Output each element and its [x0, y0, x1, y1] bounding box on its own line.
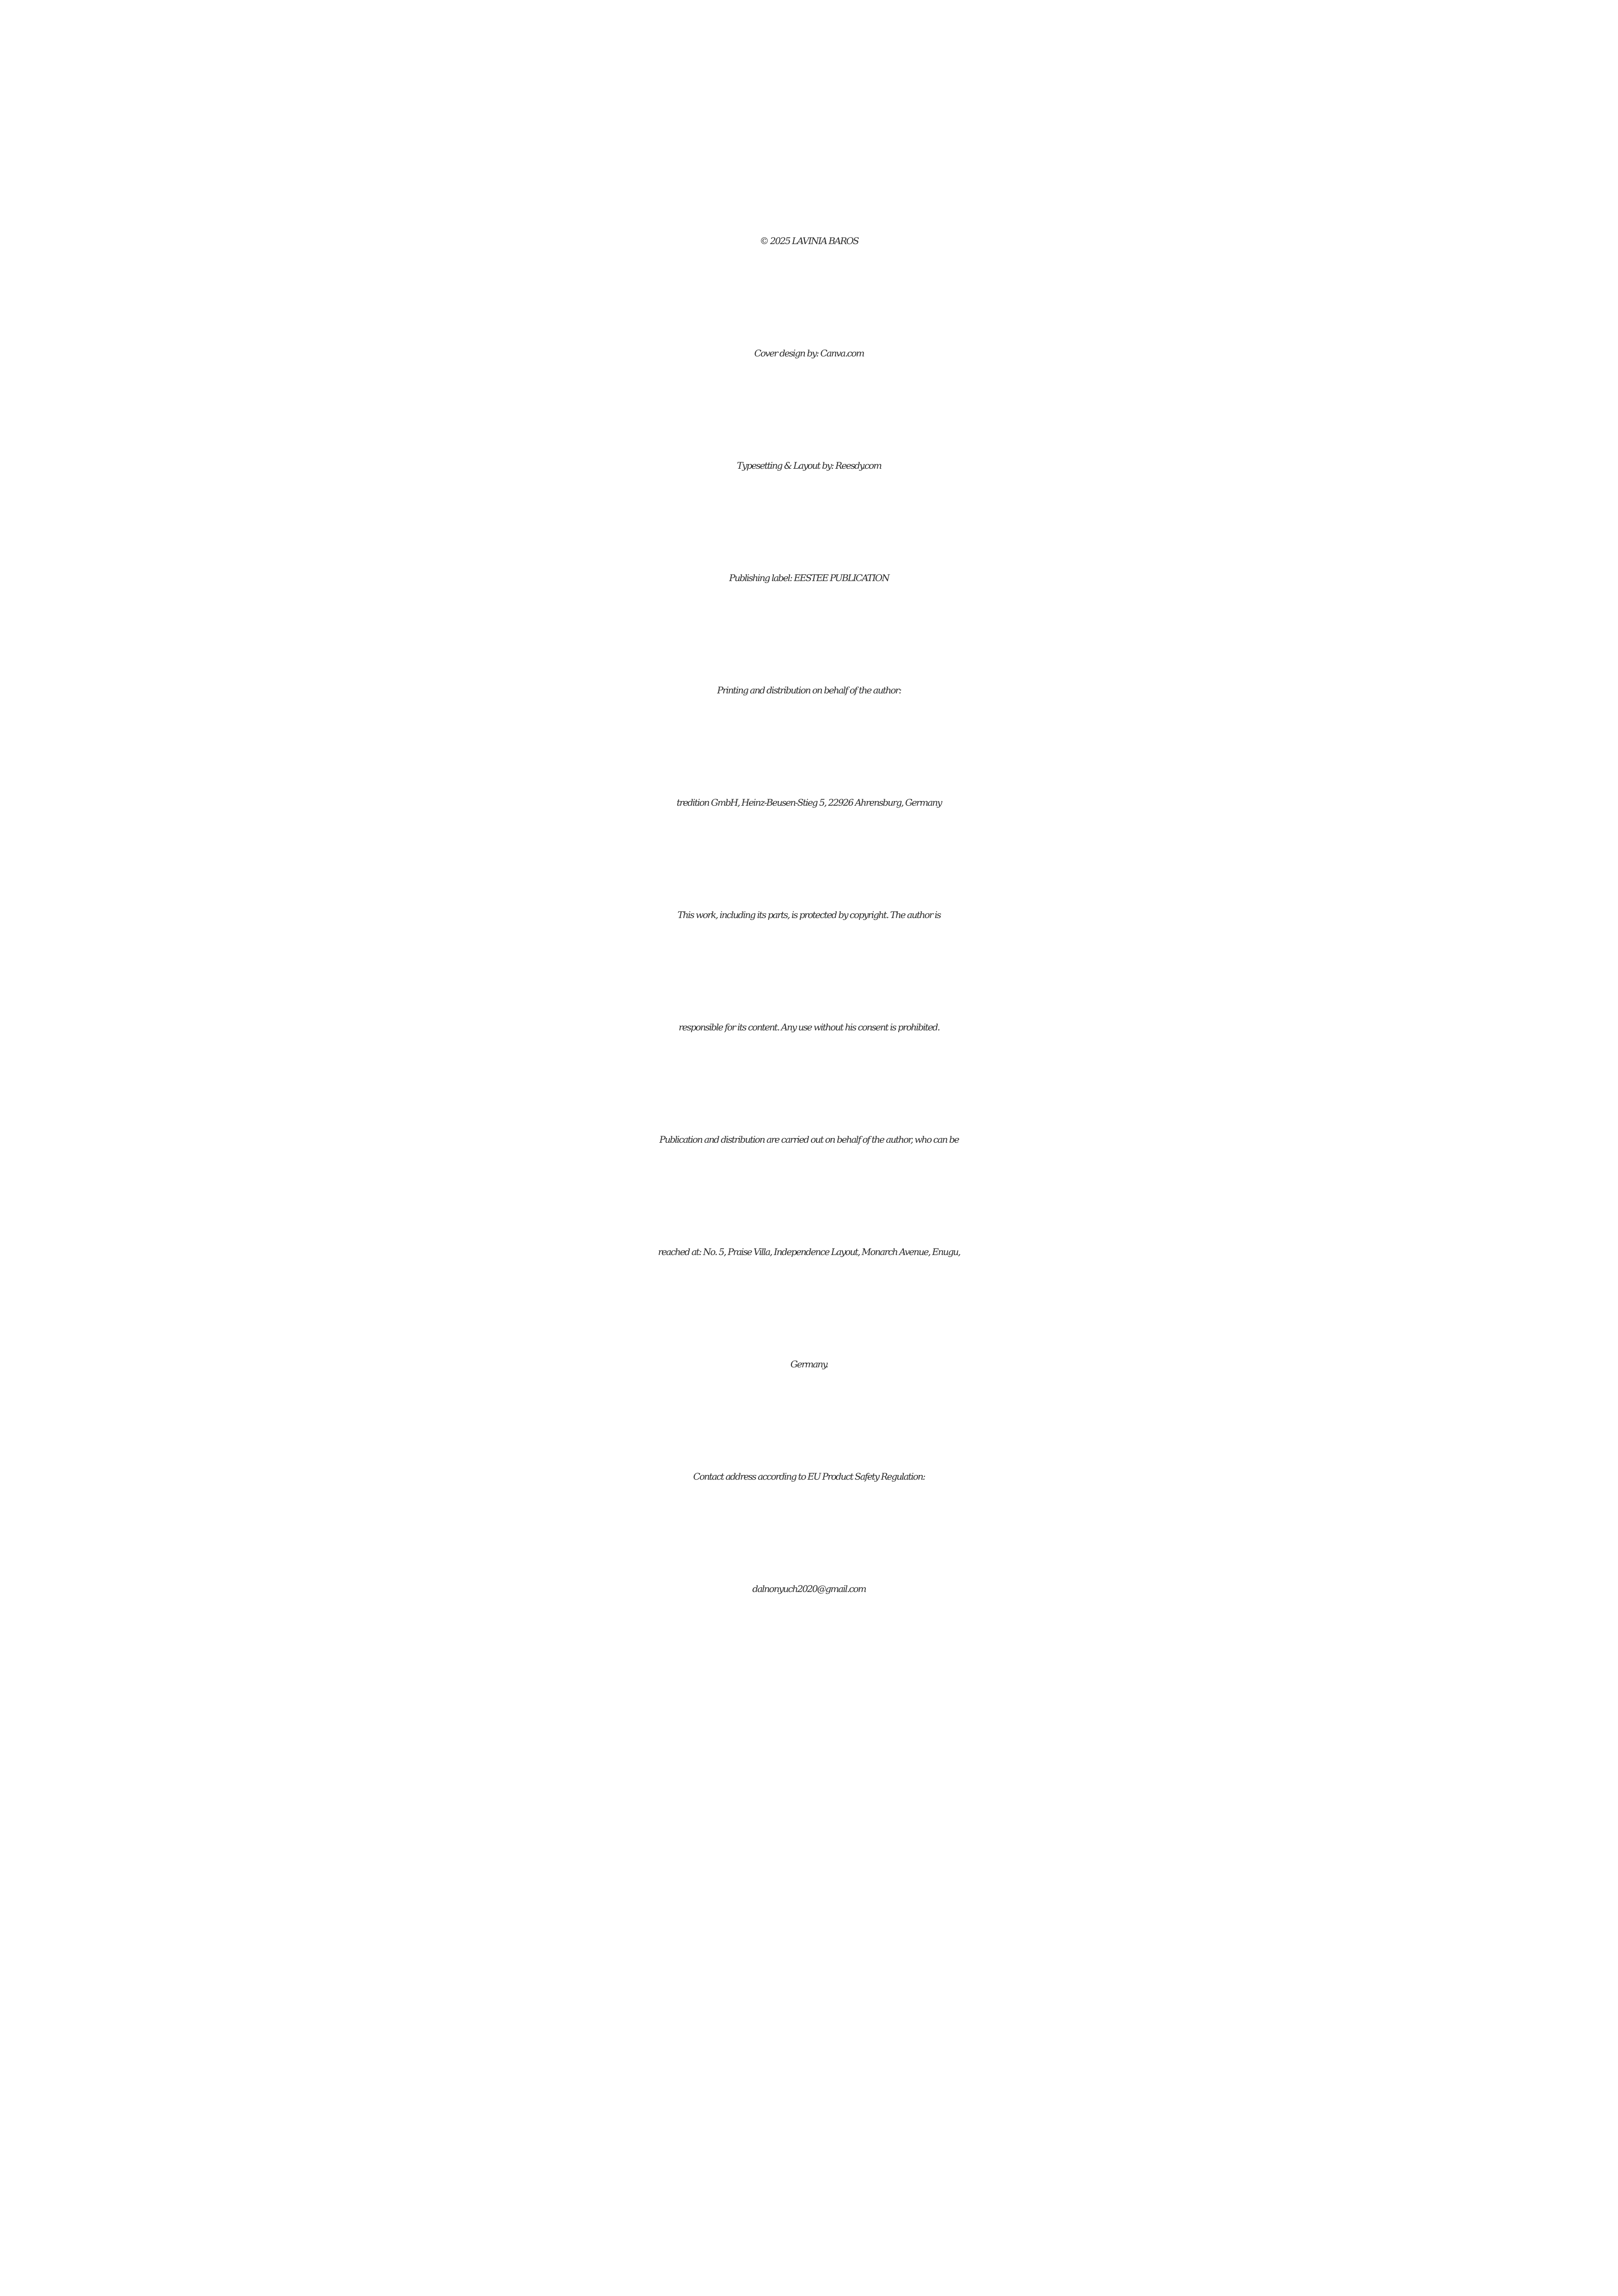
copyright-protection-line: responsible for its content. Any use without his consent is prohibited. [679, 1022, 939, 1033]
copyright-protection-line: This work, including its parts, is protected by copyright. The author is [677, 909, 941, 920]
publication-info-line: Publication and distribution are carried out on behalf of the author, who can be [659, 1134, 959, 1145]
publishing-label: Publishing label: EESTEE PUBLICATION [729, 572, 889, 583]
typesetting-credit: Typesetting & Layout by: Reesdy.com [736, 460, 882, 471]
copyright-notice: © 2025 LAVINIA BAROS [760, 235, 858, 246]
publication-info-line: Germany. [790, 1359, 828, 1370]
contact-email: dalnonyuch2020@gmail.com [752, 1583, 866, 1594]
contact-heading-line: Contact address according to EU Product Safety Regulation: [693, 1471, 925, 1482]
cover-design-credit: Cover design by: Canva.com [754, 348, 864, 359]
copyright-text-block [0, 185, 1618, 1645]
printer-address-line: tredition GmbH, Heinz-Beusen-Stieg 5, 22926 Ahrensburg, Germany [676, 797, 942, 808]
publication-info-line: reached at: No. 5, Praise Villa, Independence Layout, Monarch Avenue, Enugu, [658, 1246, 960, 1257]
printing-distribution-line: Printing and distribution on behalf of the author: [717, 685, 901, 696]
